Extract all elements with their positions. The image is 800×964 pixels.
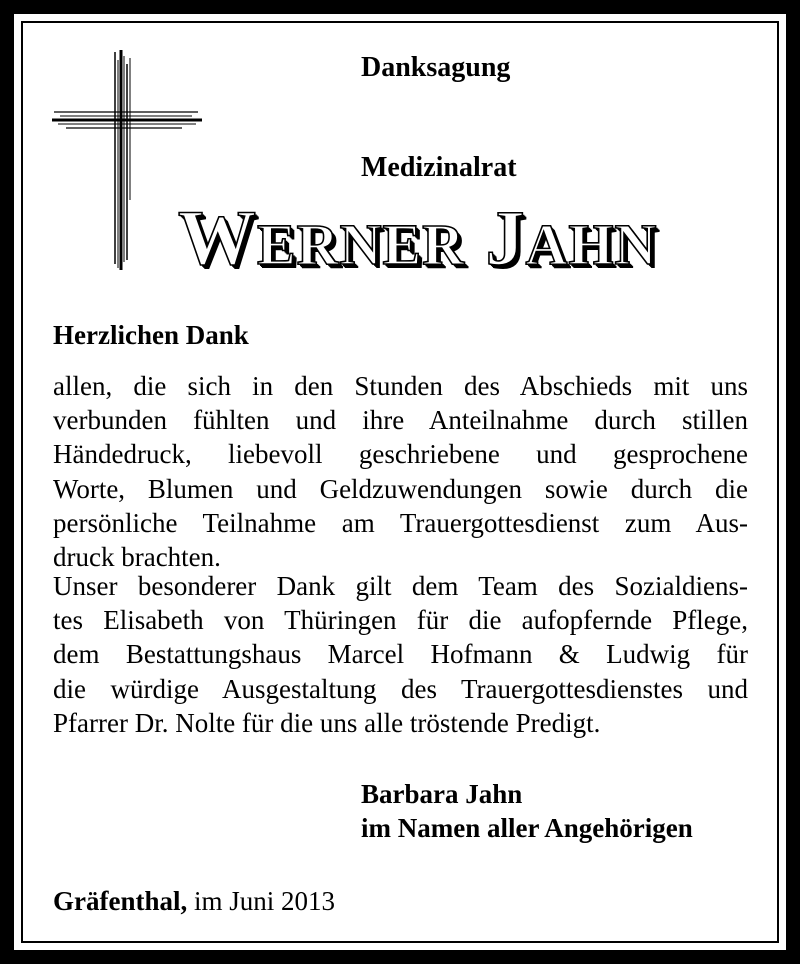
- text-line: Händedruck, liebevoll geschriebene und gesprochene: [53, 439, 748, 470]
- text-line: druck brachten.: [53, 542, 221, 573]
- signature-relation: im Namen aller Angehörigen: [361, 813, 693, 843]
- text-line: Pfarrer Dr. Nolte für die uns alle tröstende Predigt.: [53, 707, 601, 738]
- thanks-paragraph-2: [53, 569, 748, 740]
- thanks-paragraph-1: [53, 369, 748, 574]
- text-line: dem Bestattungshaus Marcel Hofmann & Ludwig für: [53, 639, 748, 670]
- name-initial-last: J: [485, 194, 526, 281]
- thanks-heading: Herzlichen Dank: [53, 320, 249, 350]
- text-line: persönliche Teilnahme am Trauergottesdienst zum Aus-: [53, 507, 748, 538]
- name-space: [465, 194, 486, 281]
- text-line: Unser besonderer Dank gilt dem Team des Sozialdiens-: [53, 571, 748, 601]
- text-line: Worte, Blumen und Geldzuwendungen sowie durch die: [53, 473, 748, 504]
- footer-place: Gräfenthal,: [53, 886, 188, 916]
- place-date: [53, 885, 335, 917]
- name-rest-first: ERNER: [257, 212, 466, 277]
- text-line: tes Elisabeth von Thüringen für die aufopfernde Pflege,: [53, 605, 748, 636]
- text-line: die würdige Ausgestaltung des Trauergottesdienstes und: [53, 673, 748, 704]
- text-line: allen, die sich in den Stunden des Abschieds mit uns: [53, 371, 748, 401]
- name-rest-last: AHN: [525, 212, 658, 277]
- signature-name: Barbara Jahn: [361, 779, 523, 809]
- name-initial-first: W: [178, 194, 257, 281]
- signature-block: [361, 777, 693, 845]
- text-line: verbunden fühlten und ihre Anteilnahme durch stillen: [53, 405, 748, 436]
- footer-date: im Juni 2013: [187, 886, 336, 916]
- deceased-title: Medizinalrat: [361, 152, 517, 183]
- heading-danksagung: Danksagung: [361, 52, 511, 83]
- deceased-name: [178, 194, 748, 285]
